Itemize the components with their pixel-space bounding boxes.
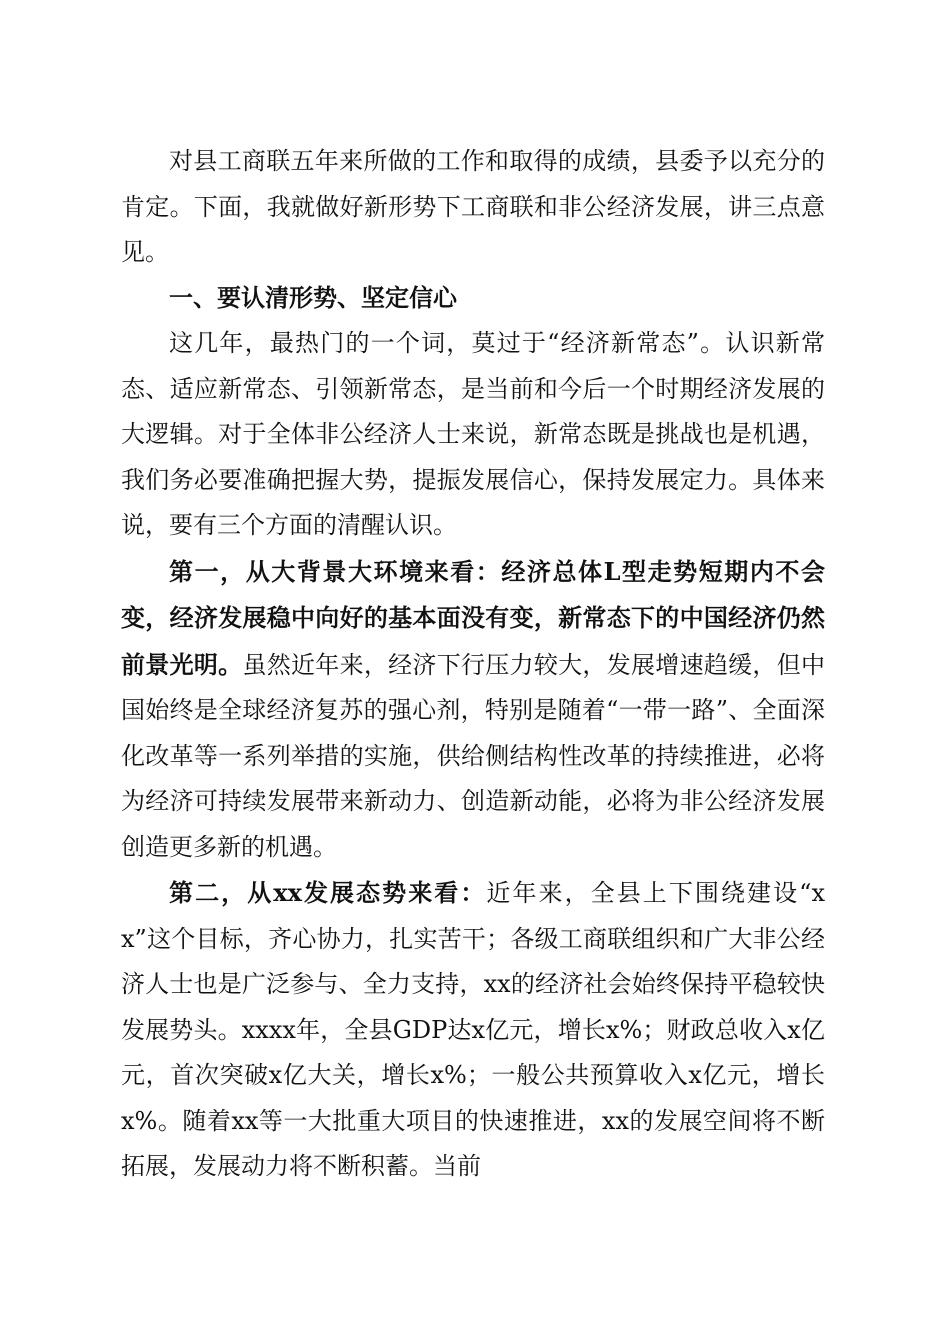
second-point-paragraph <box>121 870 825 1190</box>
document-page <box>121 139 825 1190</box>
second-point-lead: 第二，从xx发展态势来看： <box>169 878 487 907</box>
section-heading-text: 一、要认清形势、坚定信心 <box>169 283 457 312</box>
new-normal-paragraph-text: 这几年，最热门的一个词，莫过于“经济新常态”。认识新常态、适应新常态、引领新常态，是当前和今后一个时期经济发展的大逻辑。对于全体非公经济人士来说，新常态既是挑战也是机遇，我们务必要准确把握大势，提振发展信心，保持发展定力。具体来说，要有三个方面的清醒认识。 <box>121 329 825 539</box>
second-point-body: 近年来，全县上下围绕建设“xx”这个目标，齐心协力，扎实苦干；各级工商联组织和广大非公经济人士也是广泛参与、全力支持，xx的经济社会始终保持平稳较快发展势头。xxxx年，全县GDP达x亿元，增长x%；财政总收入x亿元，首次突破x亿大关，增长x%；一般公共预算收入x亿元，增长x%。随着xx等一大批重大项目的快速推进，xx的发展空间将不断拓展，发展动力将不断积蓄。当前 <box>121 879 825 1180</box>
first-point-body: 虽然近年来，经济下行压力较大，发展增速趋缓，但中国始终是全球经济复苏的强心剂，特别是随着“一带一路”、全面深化改革等一系列举措的实施，供给侧结构性改革的持续推进，必将为经济可持续发展带来新动力、创造新动能，必将为非公经济发展创造更多新的机遇。 <box>121 650 826 861</box>
intro-paragraph-text: 对县工商联五年来所做的工作和取得的成绩，县委予以充分的肯定。下面，我就做好新形势下工商联和非公经济发展，讲三点意见。 <box>121 147 825 266</box>
first-point-lead: 第一，从大背景大环境来看：经济总体L型走势短期内不会变，经济发展稳中向好的基本面没有变，新常态下的中国经济仍然前景光明。 <box>121 556 825 679</box>
intro-paragraph <box>121 139 825 276</box>
section-heading <box>121 276 825 322</box>
new-normal-paragraph <box>121 321 825 549</box>
first-point-paragraph <box>121 549 825 871</box>
